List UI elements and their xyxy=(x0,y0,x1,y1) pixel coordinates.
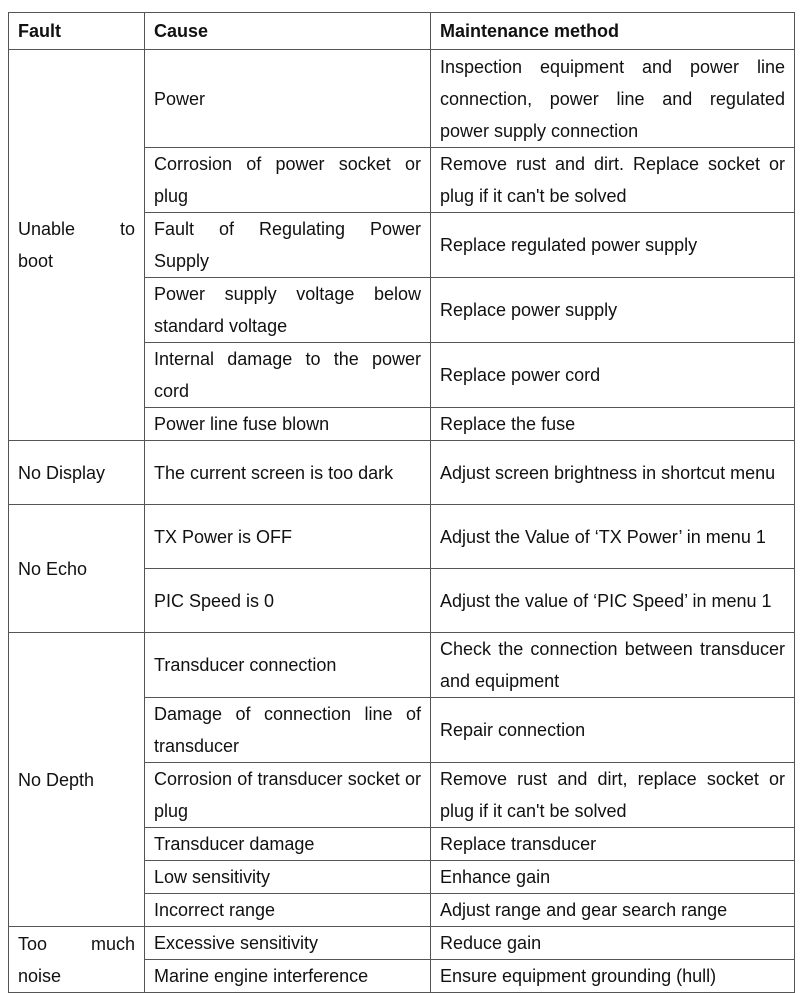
method-cell: Check the connection between transducer and equipment xyxy=(431,633,795,698)
method-cell: Ensure equipment grounding (hull) xyxy=(431,960,795,993)
cause-cell: Marine engine interference xyxy=(145,960,431,993)
method-cell: Adjust range and gear search range xyxy=(431,894,795,927)
cause-cell: Internal damage to the power cord xyxy=(145,343,431,408)
method-cell: Adjust screen brightness in shortcut menu xyxy=(431,441,795,505)
cause-cell: Incorrect range xyxy=(145,894,431,927)
cause-cell: Low sensitivity xyxy=(145,861,431,894)
method-cell: Replace power cord xyxy=(431,343,795,408)
table-row xyxy=(9,50,795,148)
table-row xyxy=(9,633,795,698)
table-row xyxy=(9,927,795,960)
cause-cell: Damage of connection line of transducer xyxy=(145,698,431,763)
method-cell: Remove rust and dirt. Replace socket or plug if it can't be solved xyxy=(431,148,795,213)
fault-table xyxy=(8,12,795,993)
method-cell: Remove rust and dirt, replace socket or plug if it can't be solved xyxy=(431,763,795,828)
cause-cell: The current screen is too dark xyxy=(145,441,431,505)
table-row xyxy=(9,441,795,505)
cause-cell: Excessive sensitivity xyxy=(145,927,431,960)
method-cell: Replace transducer xyxy=(431,828,795,861)
fault-cell: No Display xyxy=(9,441,145,505)
cause-cell: Fault of Regulating Power Supply xyxy=(145,213,431,278)
method-cell: Replace regulated power supply xyxy=(431,213,795,278)
header-maintenance-method: Maintenance method xyxy=(431,13,795,50)
fault-cell: Too much noise xyxy=(9,927,145,993)
cause-cell: Power line fuse blown xyxy=(145,408,431,441)
header-fault: Fault xyxy=(9,13,145,50)
cause-cell: Transducer connection xyxy=(145,633,431,698)
method-cell: Replace the fuse xyxy=(431,408,795,441)
fault-cell: No Echo xyxy=(9,505,145,633)
method-cell: Inspection equipment and power line connection, power line and regulated power supply connection xyxy=(431,50,795,148)
document-page xyxy=(8,12,795,993)
cause-cell: Power xyxy=(145,50,431,148)
header-row xyxy=(9,13,795,50)
cause-cell: PIC Speed is 0 xyxy=(145,569,431,633)
method-cell: Adjust the value of ‘PIC Speed’ in menu 1 xyxy=(431,569,795,633)
method-cell: Enhance gain xyxy=(431,861,795,894)
cause-cell: TX Power is OFF xyxy=(145,505,431,569)
fault-cell: No Depth xyxy=(9,633,145,927)
cause-cell: Power supply voltage below standard voltage xyxy=(145,278,431,343)
method-cell: Adjust the Value of ‘TX Power’ in menu 1 xyxy=(431,505,795,569)
header-cause: Cause xyxy=(145,13,431,50)
table-row xyxy=(9,505,795,569)
cause-cell: Transducer damage xyxy=(145,828,431,861)
cause-cell: Corrosion of transducer socket or plug xyxy=(145,763,431,828)
method-cell: Reduce gain xyxy=(431,927,795,960)
fault-cell: Unable to boot xyxy=(9,50,145,441)
method-cell: Repair connection xyxy=(431,698,795,763)
method-cell: Replace power supply xyxy=(431,278,795,343)
cause-cell: Corrosion of power socket or plug xyxy=(145,148,431,213)
